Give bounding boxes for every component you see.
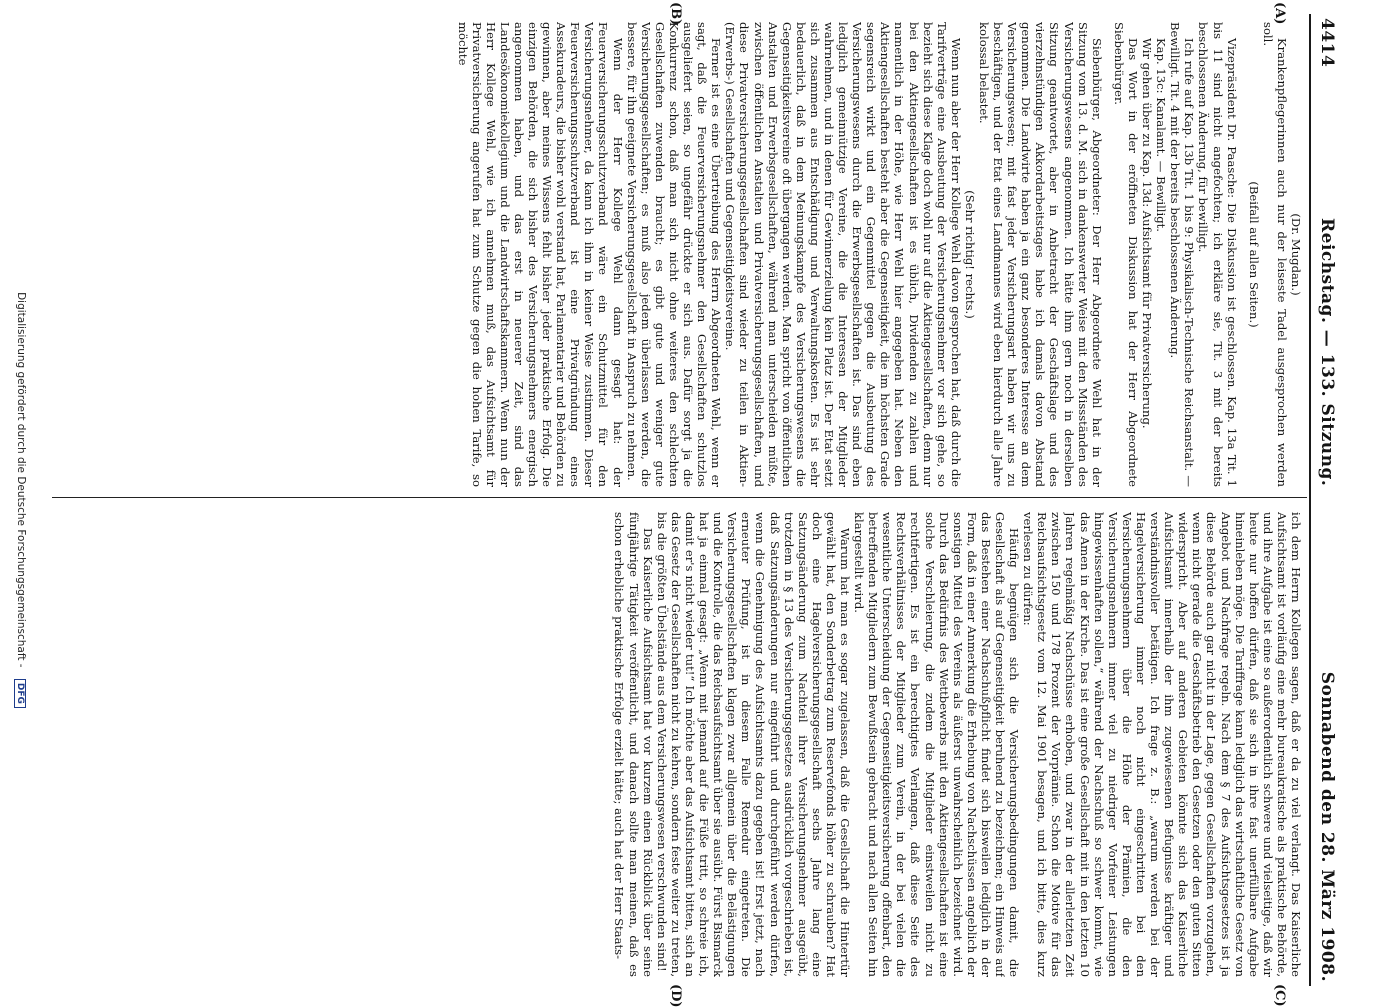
paragraph: Ferner ist es eine Übertreibung des Herrn Abgeordneten Wehl, wenn er sagt, daß die Feuerversicherungsnehmer den Gesellschaften schutzlos ausgeliefert seien, so ungefähr drückte er sich aus. Dafür sorgt ja die Konkurrenz schon, daß man sich nicht ohne weiteres den schlechten Gesellschaften zuwenden braucht; es gibt gute und weniger gute Versicherungsgesellschaften; es muß also jedem überlassen werden, die bessere, für ihn geeignete Versicherungsgesellschaft in Anspruch zu nehmen. — [624, 22, 724, 487]
applause-note: (Sehr richtig! rechts.) — [962, 190, 977, 319]
margin-marker-b: (B) — [668, 2, 683, 26]
margin-marker-c: (C) — [1272, 984, 1287, 1007]
credit-text: Digitalisierung gefördert durch die Deutsche Forschungsgemeinschaft - — [15, 292, 27, 668]
paragraph: Wenn der Herr Kollege Wehl dann gesagt hat: der Feuerversicherungsschutzverband wäre ein Schutzmittel für den Versicherungsnehmer, da kann ich ihm in keiner Weise zustimmen. Dieser Feuerversicherungsschutzverband ist eine Privatgründung eines Assekuradeurs, die bisher wohl verstand hat, Parlamentarier und Behörden zu gewinnen, aber meines Wissens fehlt bisher jeder praktische Erfolg. Die einzigen Behörden, die sich bisher des Versicherungsnehmers energisch angenommen haben, und das erst in neuerer Zeit, sind das Landesökonomiekollegium und die Landwirtschaftskammern. Wenn nun der Herr Kollege Wehl, wie ich annehmen muß, das Aufsichtsamt für Privatversicherung angerufen hat zum Schutze gegen die hohen Tarife, so möchte — [455, 22, 625, 487]
paragraph: Das Wort in der eröffneten Diskussion hat der Herr Abgeordnete Siebenbürger. — [1111, 22, 1140, 487]
paragraph: Krankenpflegerinnen auch nur der leiseste Tadel ausgesprochen werden soll. — [1260, 22, 1289, 487]
page-number: 4414 — [1317, 18, 1337, 68]
right-column — [48, 512, 1303, 977]
applause-note: (Beifall auf allen Seiten.) — [1246, 181, 1261, 328]
page-header — [1313, 18, 1337, 982]
column-divider — [52, 497, 1307, 498]
left-column — [48, 22, 1303, 487]
speech-paragraph: Siebenbürger, Abgeordneter: Der Herr Abgeordnete Wehl hat in der Sitzung vom 13. d. M. sich in dankenswerter Weise mit den Missständen des Versicherungswesens angenommen. Ich hätte ihm gern noch in derselben Sitzung geantwortet, aber in Anbetracht der Geschäftslage und des vierzehnstündigen Akkordarbeitstages habe ich damals davon Abstand genommen. Die Landwirte haben ja ein ganz besonderes Interesse an dem Versicherungswesen; mit fast jeder Versicherungsart haben wir uns zu beschäftigen, und der Etat eines Landmannes wird eben hierdurch alle Jahre kolossal belastet. — [977, 22, 1104, 487]
header-rule — [1309, 14, 1311, 986]
paragraph: Wenn nun aber der Herr Kollege Wehl davon gesprochen hat, daß durch die Tarifverträge eine Ausbeutung der Versicherungsnehmer vor sich gehe, so bezieht sich diese Klage doch wohl nur auf die Aktiengesellschaften, denn nur bei den Aktiengesellschaften ist es üblich, Dividenden zu zahlen und namentlich in der Höhe, wie Herr Wehl hier angegeben hat. Neben den Aktiengesellschaften besteht aber die Gegenseitigkeit, die im höchsten Grade segensreich wirkt und ein Gegenmittel gegen die Ausbeutung des Versicherungswesens durch die Erwerbsgesellschaften ist. Das sind eben lediglich gemeinnützige Vereine, die die Interessen der Mitglieder wahrnehmen, und in denen für Gewinnerzielung kein Platz ist. Der Etat setzt sich zusammen aus Entschädigung und Verwaltungskosten. Es ist sehr bedauerlich, daß in dem Meinungskampfe des Versicherungswesens die Gegenseitigkeitsvereine oft übergangen werden. Man spricht von öffentlichen Anstalten und Erwerbsgesellschaften, während man unterscheiden müßte, zwischen öffentlichen Anstalten und Privatversicherungsgesellschaften, und diese Privatversicherungsgesellschaften sind wieder zu teilen in Aktien- (Erwerbs-) Gesellschaften und Gegenseitigkeitsvereine. — [723, 22, 963, 487]
digitization-credit — [5, 0, 27, 1000]
running-title: Reichstag. — 133. Sitzung. — [1317, 218, 1337, 487]
dfg-logo: DFG — [14, 679, 26, 708]
quoted-paragraph: Häufig begnügen sich die Versicherungsbedingungen damit, die Gesellschaft als auf Gegenseitigkeit beruhend zu bezeichnen; ein Hinweis auf das Bestehen einer Nachschußpflicht findet sich bisweilen lediglich in der Form, daß in einer Anmerkung die Erhebung von Nachschüssen angeblich der sonstigen Mittel des Vereins als äußerst unwahrscheinlich bezeichnet wird. Durch das Bedürfnis des Wettbewerbs mit den Aktiengesellschaften ist eine solche Verschleierung, die zudem die Mitglieder einstweilen nicht zu rechtfertigen. Es ist ein berechtigtes Verlangen, daß diese Seite des Rechtsverhältnisses der Mitglieder zum Verein, in der bei vielen die wesentliche Unterscheidung der Gegenseitigkeitsversicherung offenbart, den betreffenden Mitgliedern zum Bewußtsein gebracht und nach allen Seiten hin klargestellt wird. — [852, 512, 1022, 977]
paragraph: Wir gehen über zu Kap. 13d: Aufsichtsamt für Privatversicherung. — [1140, 38, 1155, 429]
margin-marker-a: (A) — [1272, 2, 1287, 25]
paragraph: Kap. 13c: Kanalamt. — Bewilligt. — [1154, 38, 1169, 232]
previous-speaker: (Dr. Mugdan.) — [1289, 213, 1303, 296]
paragraph: Ich rufe auf Kap. 13b Tit. 1 bis 9: Physikalisch-Technische Reichsanstalt. — Bewilligt. Tit. 4 mit der bereits beschlossenen Änderung. — [1168, 22, 1197, 487]
paragraph: Warum hat man es sogar zugelassen, daß die Gesellschaft die Hintertür gewählt hat, den Sonderbetrag zum Reservefonds höher zu schrauben? Hat doch eine Hagelversicherungsgesellschaft sechs Jahre lang eine Satzungsänderung zum Nachteil ihrer Versicherungsnehmer ausgeübt, trotzdem in § 13 des Versicherungsgesetzes ausdrücklich vorgeschrieben ist, daß Satzungsänderungen nur eingeführt und durchgeführt werden dürfen, wenn die Genehmigung des Aufsichtsamts dazu gegeben ist! Erst jetzt, nach erneuter Prüfung, ist in diesem Falle Remedur eingetreten. Die Versicherungsgesellschaften klagen zwar allgemein über die Belästigungen und die Kontrolle, die das Reichsaufsichtsamt über sie ausübt. Fürst Bismarck hat ja einmal gesagt: „Wenn mit jemand auf die Füße tritt, so schreie ich, damit er's nicht wieder tut!“ Ich möchte aber das Aufsichtsamt bitten, sich an das Gesetz der Gesellschaften nicht zu kehren, sondern feste weiter zu treten, bis die größten Übelstände aus dem Versicherungswesen verschwunden sind! — [654, 512, 852, 977]
paragraph: Vizepräsident Dr. Paasche: Die Diskussion ist geschlossen. Kap. 13a Tit. 1 bis 11 sind nicht angefochten; ich erkläre sie, Tit. 3 mit der bereits beschlossenen Änderung, für bewilligt. — [1196, 22, 1239, 487]
paragraph: Das Kaiserliche Aufsichtsamt hat vor kurzem einen Rückblick über seine fünfjährige Tätigkeit veröffentlicht, und danach sollte man meinen, daß es schon erhebliche praktische Erfolge erzielt hätte; auch hat der Herr Staats- — [612, 512, 655, 977]
session-date: Sonnabend den 28. März 1908. — [1317, 671, 1337, 982]
margin-marker-d: (D) — [668, 984, 683, 1008]
paragraph: ich dem Herrn Kollegen sagen, daß er da zu viel verlangt. Das Kaiserliche Aufsichtsamt ist vorläufig eine mehr bureaukratische als praktische Behörde, und ihre Aufgabe ist eine so außerordentlich schwere und vielseitige, daß wir heute nur hoffen dürfen, daß sie sich in ihre fast unerfüllbare Aufgabe hineinleben möge. Die Tariffrage kann lediglich das wirtschaftliche Gesetz von Angebot und Nachfrage regeln. Nach dem § 7 des Aufsichtsgesetzes ist ja diese Behörde auch gar nicht in der Lage, gegen Gesellschaften vorzugehen, wenn nicht gerade die Geschäftsbetrieb den Gesetzen oder den guten Sitten widerspricht. Aber auf anderen Gebieten könnte sich das Kaiserliche Aufsichtsamt innerhalb der ihm zugewiesenen Befugnisse kräftiger und verständnisvoller betätigen. Ich frage z. B.: „warum werden bei der Hagelversicherung immer noch nicht eingeschritten bei den Versicherungsnehmern über die Höhe der Prämien, die den Versicherungsnehmern immer viel zu niedriger Vorfeiner Leistungen hingewissenhaften sollen,“ während der Nachschuß so schwer kommt, wie das Amen in der Kirche. Das ist eine große Gesellschaft mit in den letzten 10 Jahren regelmäßig Nachschüsse erhoben, und zwar in der allerletzten Zeit zwischen 150 und 178 Prozent der Vorprämie. Schon die Motive für das Reichsaufsichtsgesetz vom 12. Mai 1901 besagen, und ich bitte, dies kurz verlesen zu dürfen: — [1021, 512, 1303, 977]
